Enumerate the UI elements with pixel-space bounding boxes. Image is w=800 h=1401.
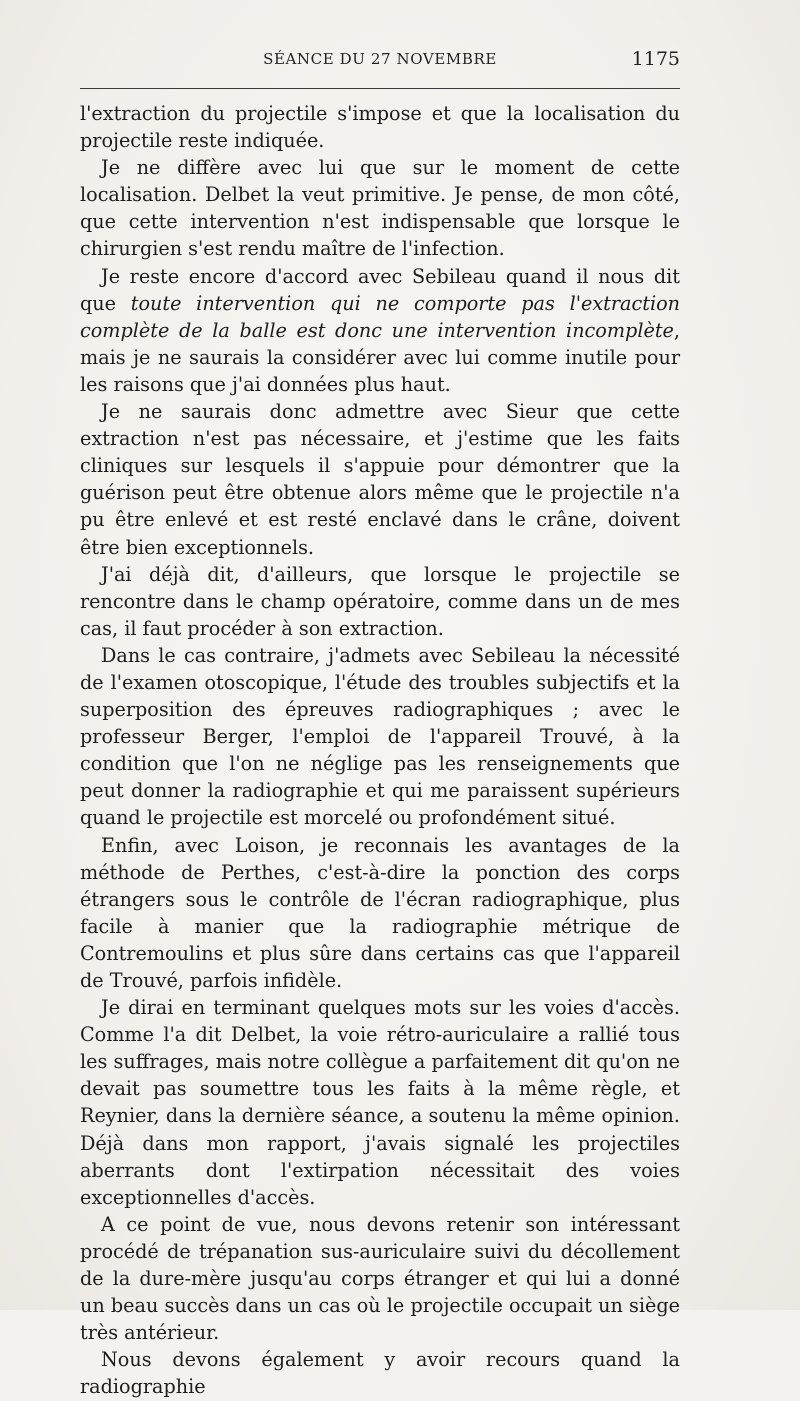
header-rule xyxy=(80,88,680,89)
page-header xyxy=(80,48,680,78)
paragraph-9: A ce point de vue, nous devons retenir son intéressant procédé de trépanation sus-auriculaire suivi du décollement de la dure-mère jusqu'au corps étranger et qui lui a donné un beau succès dans un cas où le projectile occupait un siège très antérieur. xyxy=(80,1212,680,1345)
body-text xyxy=(80,100,680,1401)
paragraph-5: J'ai déjà dit, d'ailleurs, que lorsque le projectile se rencontre dans le champ opératoire, comme dans un de mes cas, il faut procéder à son extraction. xyxy=(80,562,680,640)
paragraph-4: Je ne saurais donc admettre avec Sieur que cette extraction n'est pas nécessaire, et j'estime que les faits cliniques sur lesquels il s'appuie pour démontrer que la guérison peut être obtenue alors même que le projectile n'a pu être enlevé et est resté enclavé dans le crâne, doivent être bien exceptionnels. xyxy=(80,400,680,559)
paragraph-6: Dans le cas contraire, j'admets avec Sebileau la nécessité de l'examen otoscopique, l'étude des troubles subjectifs et la superposition des épreuves radiographiques ; avec le professeur Berger, l'emploi de l'appareil Trouvé, à la condition que l'on ne néglige pas les renseignements que peut donner la radiographie et qui me paraissent supérieurs quand le projectile est morcelé ou profondément situé. xyxy=(80,643,680,830)
paragraph-2: Je ne diffère avec lui que sur le moment de cette localisation. Delbet la veut primitive. Je pense, de mon côté, que cette intervention n'est indispensable que lorsque le chirurgien s'est rendu maître de l'infection. xyxy=(80,156,680,261)
paragraph-1: l'extraction du projectile s'impose et que la localisation du projectile reste indiquée. xyxy=(80,102,680,153)
paragraph-3 xyxy=(80,263,680,398)
paragraph-10: Nous devons également y avoir recours quand la radiographie xyxy=(80,1348,680,1399)
paragraph-3-tail: , mais je ne saurais la considérer avec lui comme inutile pour les raisons que j'ai données plus haut. xyxy=(80,318,680,396)
paragraph-3-quote: toute intervention qui ne comporte pas l'extraction complète de la balle est donc une intervention incomplète xyxy=(80,291,680,342)
paragraph-3-lead: Je reste encore d'accord avec Sebileau quand il nous dit que xyxy=(80,264,680,315)
page-number: 1175 xyxy=(631,48,680,70)
paragraph-8: Je dirai en terminant quelques mots sur les voies d'accès. Comme l'a dit Delbet, la voie rétro-auriculaire a rallié tous les suffrages, mais notre collègue a parfaitement dit qu'on ne devait pas soumettre tous les faits à la même règle, et Reynier, dans la dernière séance, a soutenu la même opinion. Déjà dans mon rapport, j'avais signalé les projectiles aberrants dont l'extirpation nécessitait des voies exceptionnelles d'accès. xyxy=(80,996,680,1209)
running-head: SÉANCE DU 27 NOVEMBRE xyxy=(263,50,497,68)
paragraph-7: Enfin, avec Loison, je reconnais les avantages de la méthode de Perthes, c'est-à-dire la ponction des corps étrangers sous le contrôle de l'écran radiographique, plus facile à manier que la radiographie métrique de Contremoulins et plus sûre dans certains cas que l'appareil de Trouvé, parfois infidèle. xyxy=(80,833,680,992)
